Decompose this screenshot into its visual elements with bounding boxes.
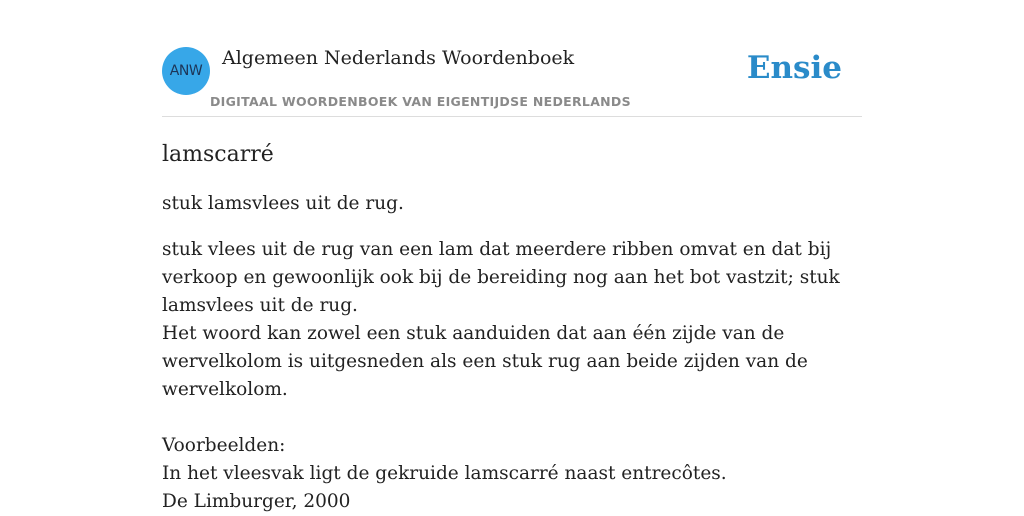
spacer [162,404,862,432]
headword: lamscarré [162,142,274,167]
ensie-logo[interactable]: Ensie [746,50,842,86]
usage-note: Het woord kan zowel een stuk aanduiden dat aan één zijde van de wervelkolom is uitgesneden als een stuk rug aan beide zijden van de wervelkolom. [162,323,808,400]
examples-label: Voorbeelden: [162,435,286,456]
definition-text: stuk vlees uit de rug van een lam dat meerdere ribben omvat en dat bij verkoop en gewoonlijk ook bij de bereiding nog aan het bot vastzit; stuk lamsvlees uit de rug. [162,239,840,316]
site-subtitle: DIGITAAL WOORDENBOEK VAN EIGENTIJDSE NEDERLANDS [210,94,631,109]
example-sentence: In het vleesvak ligt de gekruide lamscarré naast entrecôtes. [162,463,727,484]
short-definition: stuk lamsvlees uit de rug. [162,193,404,214]
anw-logo[interactable]: ANW [162,47,210,95]
full-definition [162,236,862,516]
site-header [162,42,862,117]
site-title[interactable]: Algemeen Nederlands Woordenboek [222,47,575,69]
example-source: De Limburger, 2000 [162,491,351,512]
entry-content [162,138,862,516]
